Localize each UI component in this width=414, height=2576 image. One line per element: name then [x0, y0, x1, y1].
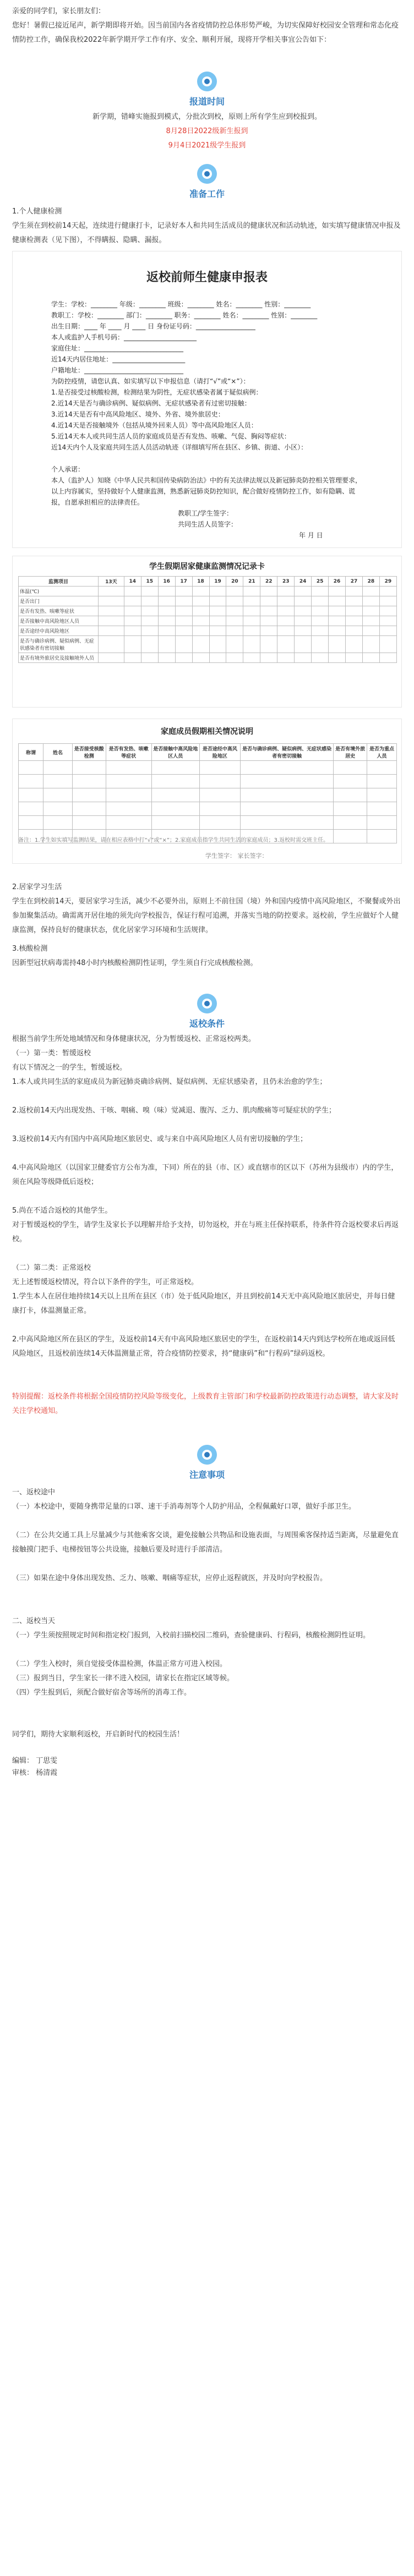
table-header: 是否途经中高风险地区: [199, 744, 240, 761]
notes-item: （二）在公共交通工具上尽量减少与其他乘客交谈，避免接触公共物品和设施表面，与周围乘客保持适当距离，尽量避免直接触摸门把手、电梯按钮等公共设施，接触后要及时进行手部清洁。: [12, 1531, 399, 1554]
greeting: 亲爱的同学们，家长朋友们：: [12, 7, 106, 15]
table-header: 是否接触中高风险地区人员: [151, 744, 199, 761]
table-header: 15: [141, 577, 158, 587]
table-header: 29: [379, 577, 396, 587]
banner-title: 注意事项: [189, 1470, 225, 1480]
row-label: 是否有境外旅居史及接触境外人员: [19, 653, 99, 663]
conditions-item: 1.学生本人在居住地持续14天以上且所在县区（市）处于低风险地区，并且到校前14天无中高风险地区旅居史，并每日健康打卡，体温测量正常。: [12, 1292, 395, 1315]
form-row: 共同生活人员签字：: [178, 520, 238, 528]
table-header: 称谓: [19, 744, 43, 761]
time-line-3: 9月4日2021级学生报到: [168, 141, 246, 150]
family-signatures: 学生签字： 家长签字：: [205, 852, 268, 859]
flower-icon: [195, 69, 219, 94]
banner-title: 返校条件: [189, 1018, 225, 1029]
conditions-lead: 根据当前学生所处地域情况和身体健康状况，分为暂缓返校、正常返校两类。: [12, 1035, 256, 1043]
table-row: [19, 653, 397, 663]
form-row: 学生：学校：________ 年级：________ 班级：________ 姓名：________ 性别：________: [51, 300, 311, 308]
row-label: 是否途经中高风险地区: [19, 626, 99, 636]
section-paragraph: 学生在到校前14天，要居家学习生活，减少不必要外出，原则上不前往国（境）外和国内疫情中高风险地区，不聚餐或外出参加聚集活动。确需离开居住地的须先向学校报告，保证行程可追溯，并落实当地的防控要求。返校前，学生应做好个人健康监测，保持良好的健康状态，优化居家学习环境和生活规律。: [12, 897, 401, 934]
form-row: 近14天内个人及家庭共同生活人员活动轨迹（详细填写所在县区、乡镇、街道、小区）：: [51, 443, 308, 451]
conditions-item: 2.返校前14天内出现发热、干咳、咽痛、嗅（味）觉减退、腹泻、乏力、肌肉酸痛等可疑症状的学生；: [12, 1106, 336, 1115]
conditions-item: 5.尚在不适合返校的其他学生。: [12, 1207, 112, 1215]
table-header: 18: [192, 577, 209, 587]
form-title: 返校前师生健康申报表: [146, 271, 268, 284]
form-row: 本人或监护人手机号码：______________________: [51, 333, 197, 341]
form-row: 为防控疫情，请您认真、如实填写以下申报信息（请打“√”或“×”）：: [51, 377, 250, 385]
daily-table-title: 学生假期居家健康监测情况记录卡: [149, 562, 265, 571]
editor-label: 编辑：: [12, 1757, 34, 1765]
table-header: 姓名: [43, 744, 73, 761]
table-row: [19, 596, 397, 606]
table-row: [19, 616, 397, 626]
table-header: 是否接受核酸检测: [73, 744, 106, 761]
banner-title: 报道时间: [189, 96, 225, 107]
notes-item: （一）学生须按照规定时间和指定校门报到，入校前扫描校园二维码，查验健康码、行程码，核酸检测阴性证明。: [12, 1631, 371, 1640]
table-row: [19, 587, 397, 596]
form-row: 近14天内居住地址：______________________: [51, 355, 186, 363]
banner-notes: [0, 1442, 414, 1483]
family-table: [18, 743, 397, 843]
table-header: 是否有境外旅居史: [334, 744, 367, 761]
family-table-title: 家庭成员假期相关情况说明: [161, 727, 253, 736]
conditions-s2-lead: 无上述暂缓返校情况，符合以下条件的学生，可正常返校。: [12, 1278, 199, 1286]
reviewer-line: [12, 1767, 57, 1779]
form-row: 本人（监护人）知晓《中华人民共和国传染病防治法》中的有关法律法规以及新冠肺炎防控相关管理要求，以上内容属实，坚持做好个人健康监测，熟悉新冠肺炎防控知识，配合做好疫情防控工作，如有隐瞒、谎报，自愿承担相应的法律责任。: [51, 476, 362, 506]
table-header: 27: [346, 577, 363, 587]
flower-icon: [195, 1443, 219, 1467]
daily-monitoring-card: [12, 556, 402, 708]
table-row: [19, 636, 397, 653]
prep-subtitle: 1.个人健康检测: [12, 207, 62, 216]
time-line-2: 8月28日2022级新生报到: [166, 127, 248, 135]
form-row: 3.近14天是否有中高风险地区、境外、外省、境外旅居史：: [51, 410, 225, 418]
editor-line: [12, 1755, 57, 1767]
table-header: 14: [124, 577, 141, 587]
section-paragraph: 因新型冠状病毒需持48小时内核酸检测阴性证明，学生须自行完成核酸检测。: [12, 959, 258, 967]
notes-item: （四）学生报到后，须配合做好宿舍等场所的消毒工作。: [12, 1689, 192, 1697]
table-header: 是否与确诊病例、疑似病例、无症状感染者有密切接触: [240, 744, 334, 761]
banner-return-conditions: [0, 990, 414, 1032]
notes-item: （三）报到当日，学生家长一律不进入校园，请家长在指定区域等候。: [12, 1674, 235, 1682]
form-row: 5.近14天本人或共同生活人员的家庭成员是否有发热、咳嗽、气促、胸闷等症状：: [51, 432, 291, 440]
conditions-item: 2.中高风险地区所在县区的学生，及返校前14天有中高风险地区旅居史的学生，在返校前14天内到达学校所在地或返回低风险地区，且返校前连续14天体温测量正常，符合疫情防控要求，持“健康码”和“行程码”绿码返校。: [12, 1335, 395, 1358]
conditions-special: 特别提醒：返校条件将根据全国疫情防控风险等级变化，上级教育主管部门和学校最新防控政策进行动态调整，请大家及时关注学校通知。: [12, 1393, 399, 1415]
conditions-s1-lead: 有以下情况之一的学生，暂缓返校。: [12, 1064, 127, 1072]
table-row: [19, 606, 397, 616]
time-line-1: 新学期，错峰实施报到模式，分批次到校，原则上所有学生应到校报到。: [92, 113, 322, 121]
table-header: 22: [260, 577, 277, 587]
table-row: [19, 626, 397, 636]
row-label: 是否有发热、咳嗽等症状: [19, 606, 99, 616]
flower-icon: [195, 991, 219, 1016]
table-header: 17: [175, 577, 192, 587]
form-row: 出生日期：____ 年 ____ 月 ____ 日 身份证号码：__________________: [51, 322, 255, 330]
family-members-table: [12, 719, 402, 864]
form-row: 教职工/学生签字：: [178, 509, 233, 517]
form-row: 户籍地址：______________________________: [51, 366, 184, 374]
table-header: 20: [226, 577, 243, 587]
table-header: 13天: [99, 577, 124, 587]
notes-item: （二）学生入校时，须自觉接受体温检测，体温正常方可进入校园。: [12, 1660, 227, 1668]
notes-item: （三）如果在途中身体出现发热、乏力、咳嗽、咽痛等症状，应停止返程就医，并及时向学校报告。: [12, 1574, 328, 1582]
prep-paragraph: 学生须在到校前14天起，连续进行健康打卡，记录好本人和共同生活成员的健康状况和活动轨迹，如实填写健康情况申报及健康检测表（见下图），不得瞒报、隐瞒、漏报。: [12, 222, 401, 244]
table-header: 监测项目: [19, 577, 99, 587]
table-header: 19: [209, 577, 226, 587]
closing-line: 同学们，期待大家顺利返校，开启新时代的校园生活！: [12, 1730, 184, 1739]
notes-item: （一）本校途中，要随身携带足量的口罩、速干手消毒剂等个人防护用品，全程佩戴好口罩，做好手部卫生。: [12, 1503, 356, 1511]
table-header: 23: [277, 577, 295, 587]
row-label: 是否出门: [19, 596, 99, 606]
table-header: 21: [243, 577, 260, 587]
form-row: 年 月 日: [299, 531, 323, 539]
banner-report-time: [0, 68, 414, 110]
table-row: [19, 816, 397, 830]
form-row: 家庭住址：______________________________: [51, 344, 184, 352]
table-row: [19, 775, 397, 788]
conditions-s1-title: （一）第一类：暂缓返校: [12, 1049, 91, 1057]
row-label: 体温(℃): [19, 587, 99, 596]
section-title: 2.居家学习生活: [12, 883, 62, 891]
conditions-item: 4.中高风险地区（以国家卫健委官方公布为准，下同）所在的县（市、区）或直辖市的区以下（苏州为县级市）内的学生，须在风险等级降低后返校；: [12, 1164, 399, 1186]
table-header: 26: [329, 577, 346, 587]
form-row: 1.是否接受过核酸检测，检测结果为阴性，无症状感染者属于疑似病例：: [51, 388, 263, 396]
form-row: 个人承诺：: [51, 465, 85, 473]
conditions-item: 3.返校前14天内有国内中高风险地区旅居史、或与来自中高风险地区人员有密切接触的学生；: [12, 1135, 307, 1143]
table-header: 是否为重点人员: [367, 744, 396, 761]
conditions-s2-title: （二）第二类：正常返校: [12, 1264, 91, 1272]
notes-s1-title: 一、返校途中: [12, 1488, 56, 1497]
table-header: 28: [362, 577, 379, 587]
flower-icon: [195, 162, 219, 186]
banner-title: 准备工作: [189, 189, 225, 199]
row-label: 是否接触中高风险地区人员: [19, 616, 99, 626]
table-row: [19, 788, 397, 802]
table-header: 24: [295, 577, 312, 587]
table-header: 25: [312, 577, 329, 587]
conditions-item: 1.本人或共同生活的家庭成员为新冠肺炎确诊病例、疑似病例、无症状感染者，且仍未治愈的学生；: [12, 1078, 327, 1086]
editor-name: 丁思雯: [36, 1757, 58, 1765]
intro-paragraph: 您好！暑假已接近尾声，新学期即将开始。因当前国内各省疫情防控总体形势严峻，为切实保障好校园安全管理和常态化疫情防控工作，确保我校2022年新学期开学工作有序、安全、顺利开展，现将开学相关事宜公告如下：: [12, 21, 399, 44]
table-row: [19, 761, 397, 775]
family-notes: 备注：1.学生如实填写监测结果，请在相应表格中打“√”或“×”；2.家庭成员指学生共同生活的家庭成员；3.返校时需交班主任。: [18, 837, 329, 843]
reviewer-name: 杨清霞: [36, 1769, 58, 1777]
table-row: [19, 802, 397, 816]
form-row: 4.近14天是否接触境外（包括从境外回来人员）等中高风险地区人员：: [51, 421, 258, 429]
table-header: 是否有发热、咳嗽等症状: [106, 744, 151, 761]
notes-s2-title: 二、返校当天: [12, 1617, 56, 1625]
table-header: 16: [158, 577, 175, 587]
daily-table: [18, 576, 397, 663]
reviewer-label: 审核：: [12, 1769, 34, 1777]
conditions-s1-tail: 对于暂缓返校的学生，请学生及家长予以理解并给予支持，切勿返校，并在与班主任保持联系，待条件符合返校要求后再返校。: [12, 1221, 399, 1243]
form-row: 教职工：学校：________ 部门：________ 职务：________ 姓名：________ 性别：________: [51, 311, 318, 319]
section-title: 3.核酸检测: [12, 945, 48, 953]
form-row: 2.近14天是否与确诊病例、疑似病例、无症状感染者有过密切接触：: [51, 399, 251, 407]
health-declaration-form: [12, 251, 402, 548]
row-label: 是否与确诊病例、疑似病例、无症状感染者有密切接触: [19, 636, 99, 653]
banner-preparation: [0, 161, 414, 202]
